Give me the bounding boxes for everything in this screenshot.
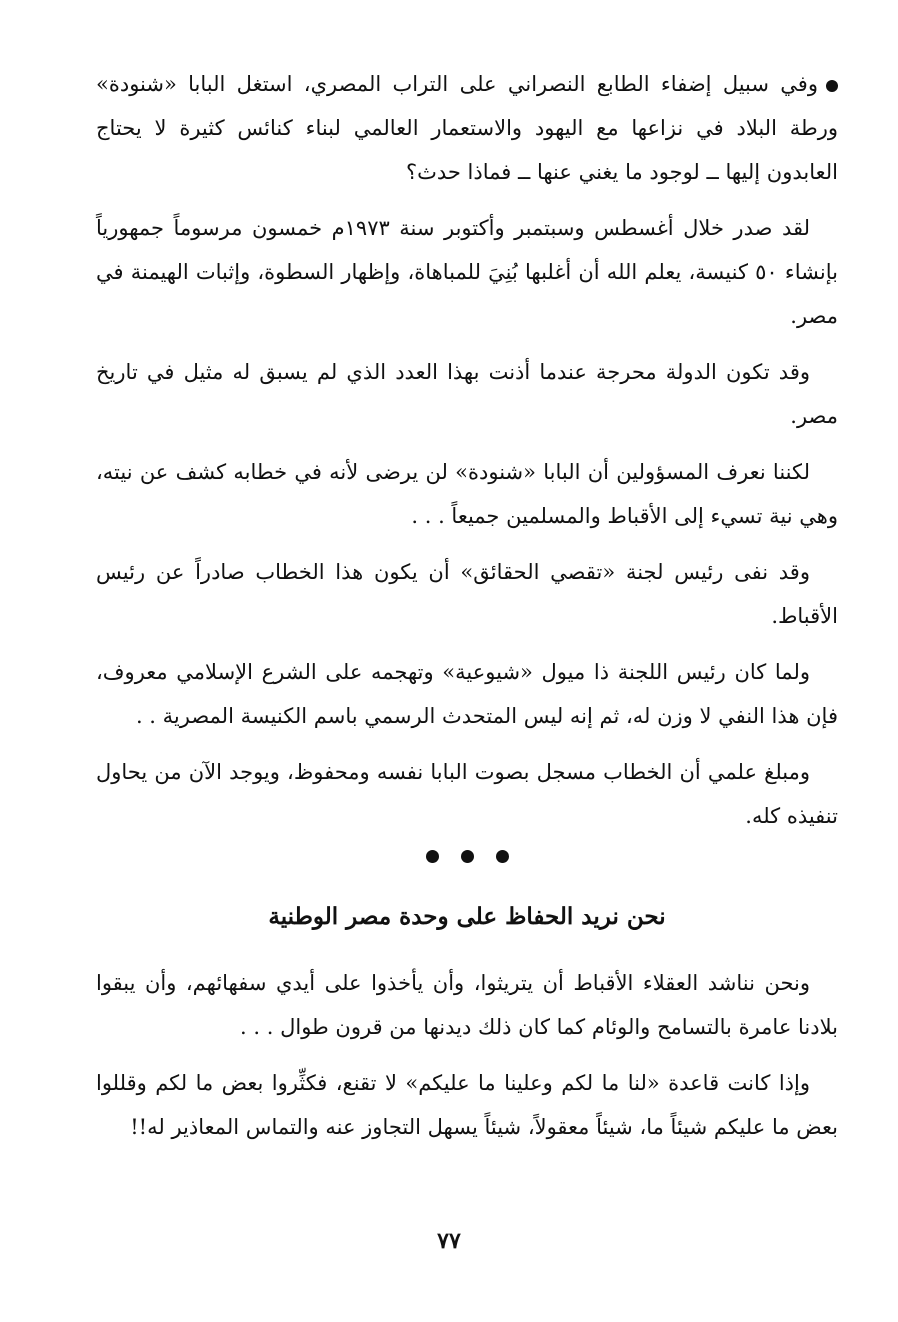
paragraph-2: لقد صدر خلال أغسطس وسبتمبر وأكتوبر سنة ١٩٧٣م خمسون مرسوماً جمهورياً بإنشاء ٥٠ كنيسة، يعلم الله أن أغلبها بُنِيَ للمباهاة، وإظهار السطوة، وإثبات الهيمنة في مصر. <box>96 216 838 328</box>
divider-dot-icon <box>496 850 509 863</box>
divider-dot-icon <box>426 850 439 863</box>
paragraph-7: ومبلغ علمي أن الخطاب مسجل بصوت البابا نفسه ومحفوظ، ويوجد الآن من يحاول تنفيذه كله. <box>96 760 838 828</box>
paragraph-4: لكننا نعرف المسؤولين أن البابا «شنودة» لن يرضى لأنه في خطابه كشف عن نيته، وهي نية تسيء إلى الأقباط والمسلمين جميعاً . . . <box>96 460 838 528</box>
section-divider <box>96 850 838 863</box>
paragraph-3: وقد تكون الدولة محرجة عندما أذنت بهذا العدد الذي لم يسبق له مثيل في تاريخ مصر. <box>96 360 838 428</box>
bullet-icon <box>826 80 838 92</box>
paragraph-1-text: وفي سبيل إضفاء الطابع النصراني على التراب المصري، استغل البابا «شنودة» ورطة البلاد في نزاعها مع اليهود والاستعمار العالمي لبناء كنائس كثيرة لا يحتاج العابدون إليها ــ لوجود ما يغني عنها ــ فماذا حدث؟ <box>96 72 838 184</box>
paragraph-6: ولما كان رئيس اللجنة ذا ميول «شيوعية» وتهجمه على الشرع الإسلامي معروف، فإن هذا النفي لا وزن له، ثم إنه ليس المتحدث الرسمي باسم الكنيسة المصرية . . <box>96 660 838 728</box>
paragraph-9: وإذا كانت قاعدة «لنا ما لكم وعلينا ما عليكم» لا تقنع، فكثِّروا بعض ما لكم وقللوا بعض ما عليكم شيئاً ما، شيئاً معقولاً، شيئاً يسهل التجاوز عنه والتماس المعاذير له!! <box>96 1071 838 1139</box>
page-number: ٧٧ <box>437 1228 461 1254</box>
section-heading: نحن نريد الحفاظ على وحدة مصر الوطنية <box>268 903 666 930</box>
paragraph-1 <box>96 62 838 194</box>
page-body <box>96 62 838 1161</box>
paragraph-5: وقد نفى رئيس لجنة «تقصي الحقائق» أن يكون هذا الخطاب صادراً عن رئيس الأقباط. <box>96 560 838 628</box>
paragraph-8: ونحن نناشد العقلاء الأقباط أن يتريثوا، وأن يأخذوا على أيدي سفهائهم، وأن يبقوا بلادنا عامرة بالتسامح والوئام كما كان ذلك ديدنها من قرون طوال . . . <box>96 971 838 1039</box>
divider-dot-icon <box>461 850 474 863</box>
